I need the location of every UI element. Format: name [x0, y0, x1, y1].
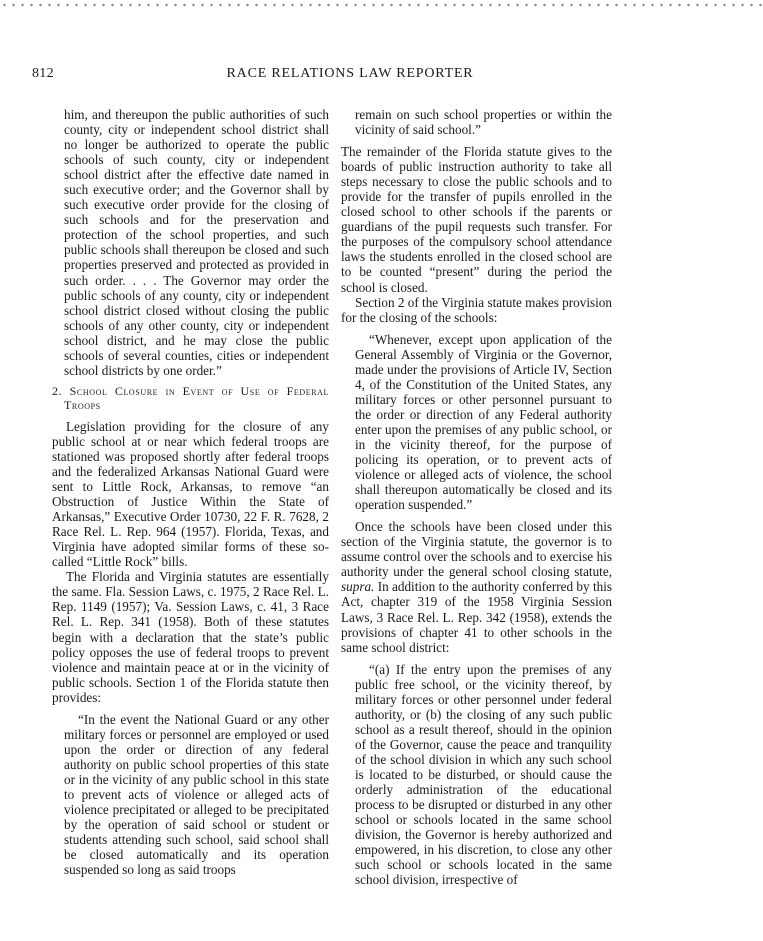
paragraph-remainder: The remainder of the Florida statute gives to the boards of public instruction authority to take all steps necessary to close the public schools and to provide for the transfer of pupils enrolled in the closed school to other schools if the parents or guardians of the pupil requests such transfer. For the purposes of the compulsory school attendance laws the students enrolled in the closed school are to be counted “present” during the period the school is closed.: [341, 144, 612, 295]
section-heading: 2. School Closure in Event of Use of Federal Troops: [52, 383, 329, 412]
quote-continuation: him, and thereupon the public authorities of such county, city or independent school district shall no longer be authorized to operate the public schools of such county, city or independent school district after the effective date named in such executive order; and the Governor shall by such executive order provide for the closing of such schools and for the preservation and protection of the school properties, and such public schools shall thereupon be closed and such properties preserved and protected as provided in such order. . . . The Governor may order the public schools of any county, city or independent school district closed without closing the public schools of any other county, city or independent school district, and he may close the public schools of several counties, cities or independent school districts by one order.”: [64, 107, 329, 378]
paragraph-legislation: Legislation providing for the closure of any public school at or near which federal troops are stationed was proposed shortly after federal troops and the federalized Arkansas National Guard were sent to Little Rock, Arkansas, to remove “an Obstruction of Justice Within the State of Arkansas,” Executive Order 10730, 22 F. R. 7628, 2 Race Rel. L. Rep. 964 (1957). Florida, Texas, and Virginia have adopted similar forms of these so-called “Little Rock” bills.: [52, 418, 329, 570]
paragraph-once-closed-part-1: Once the schools have been closed under this section of the Virginia statute, the governor is to assume control over the schools and to exercise his authority under the general school closing statute,: [341, 519, 612, 580]
paragraph-florida-virginia: The Florida and Virginia statutes are essentially the same. Fla. Session Laws, c. 1975, 2 Race Rel. L. Rep. 1149 (1957); Va. Session Laws, c. 41, 3 Race Rel. L. Rep. 341 (1958). Both of these statutes begin with a declaration that the state’s public policy opposes the use of federal troops to prevent violence and maintain peace at or in the vicinity of public schools. Section 1 of the Florida statute then provides:: [52, 569, 329, 705]
quote-chapter-319: “(a) If the entry upon the premises of any public free school, or the vicinity thereof, by military forces or other personnel under federal authority, or (b) the closing of any such public school as a result thereof, should in the opinion of the Governor, cause the peace and tranquility of the school division in which any such school is located to be disturbed, or should cause the orderly administration of the educational process to be disrupted or disturbed in any other school or schools located in the same school division, the Governor is hereby authorized and empowered, in his discretion, to close any other such school or schools located in the same school division, irrespective of: [355, 661, 612, 888]
right-column: [341, 107, 612, 887]
page-top-dotted-border: [0, 2, 763, 8]
paragraph-section-2: Section 2 of the Virginia statute makes provision for the closing of the schools:: [341, 294, 612, 325]
quote-florida-statute: “In the event the National Guard or any other military forces or personnel are employed or used upon the order or direction of any federal authority on public school properties of this state or in the vicinity of any public school in this state to prevent acts of violence or alleged acts of violence precipitated or alleged to be precipitated by the operation of said school or student or students attending such school, said school shall be closed automatically and its operation suspended so long as said troops: [64, 711, 329, 878]
supra-citation: supra.: [341, 579, 375, 595]
page-number: 812: [32, 66, 54, 81]
quote-virginia-statute: “Whenever, except upon application of the General Assembly of Virginia or the Governor, made under the provisions of Article IV, Section 4, of the Constitution of the United States, any military forces or other personnel pursuant to the order or direction of any Federal authority enter upon the premises of any public school, or in the vicinity thereof, for the purpose of policing its operation, or to prevent acts of violence or alleged acts of violence, the school shall thereupon automatically be closed and its operation suspended.”: [355, 331, 612, 513]
paragraph-once-closed-part-2: In addition to the authority conferred by this Act, chapter 319 of the 1958 Virginia Session Laws, 3 Race Rel. L. Rep. 342 (1958), extends the provisions of chapter 41 to other schools in the same school district:: [341, 579, 612, 655]
left-column: [52, 107, 329, 877]
quote-end: remain on such school properties or within the vicinity of said school.”: [355, 107, 612, 138]
running-head: RACE RELATIONS LAW REPORTER: [226, 66, 474, 81]
page-header: [0, 66, 763, 86]
paragraph-once-closed: [341, 519, 612, 654]
